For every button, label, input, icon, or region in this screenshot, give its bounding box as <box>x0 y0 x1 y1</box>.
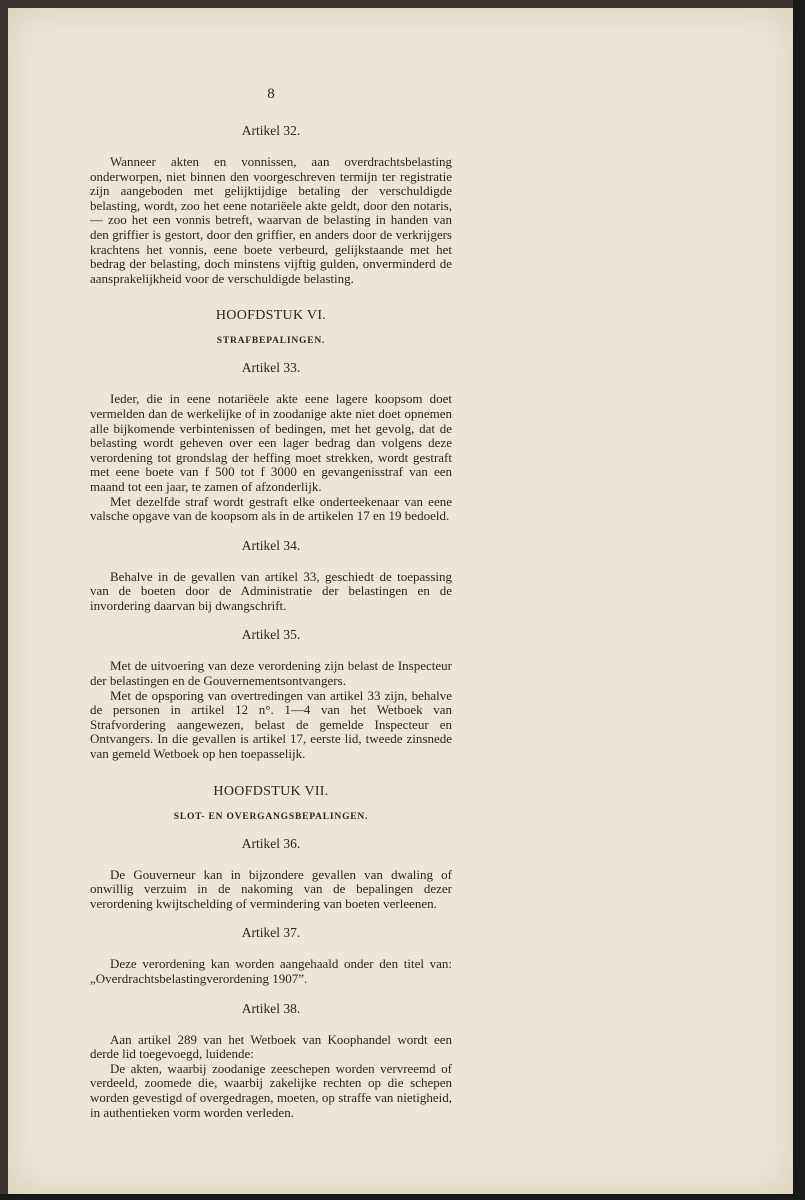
article-37-heading: Artikel 37. <box>241 925 301 941</box>
article-36-heading: Artikel 36. <box>241 835 301 851</box>
article-33-text-2: Met dezelfde straf wordt gestraft elke onderteekenaar van eene valsche opgave van de koopsom als in de artikelen 17 en 19 bedoeld. <box>90 493 452 524</box>
article-33-text-1: Ieder, die in eene notariëele akte eene lagere koopsom doet vermelden dan de werkelijke of in zoodanige akte niet doet opnemen alle bijkomende verbintenissen of bedingen, met het gevolg, dat de belasting wordt geheven over een lager bedrag dan volgens deze verordening tot grondslag der heffing moet strekken, wordt gestraft met eene boete van f 500 tot f 3000 en gevangenisstraf van een maand tot een jaar, te zamen of afzonderlijk. <box>90 391 452 494</box>
article-35-text-1: Met de uitvoering van deze verordening zijn belast de Inspecteur der belastingen en de Gouvernementsontvangers. <box>90 658 452 689</box>
article-37-text: Deze verordening kan worden aangehaald onder den titel van: „Overdrachtsbelastingverordening 1907”. <box>90 956 452 986</box>
article-32-text: Wanneer akten en vonnissen, aan overdrachtsbelasting onderworpen, niet binnen den voorgeschreven termijn ter registratie zijn aangeboden met gelijktijdige betaling der verschuldigde belasting, wordt, zoo het eene notariëele akte geldt, door den notaris, — zoo het een vonnis betreft, waarvan de belasting in handen van den griffier is gestort, door den griffier, en anders door de verkrijgers krachtens het vonnis, eene boete verbeurd, gelijkstaande met het bedrag der belasting, doch minstens vijftig gulden, onverminderd de aansprakelijkheid voor de verschuldigde belasting. <box>90 154 452 286</box>
article-38-heading: Artikel 38. <box>241 1000 301 1016</box>
article-33-heading: Artikel 33. <box>241 360 301 376</box>
article-35-heading: Artikel 35. <box>241 627 301 643</box>
article-32-heading: Artikel 32. <box>241 123 301 138</box>
page-content <box>90 86 452 1120</box>
scan-edge-bottom <box>0 1194 805 1200</box>
article-38-text-2: De akten, waarbij zoodanige zeeschepen worden vervreemd of verdeeld, zoomede die, waarbij zakelijke rechten op die schepen worden gevestigd of overgedragen, moeten, op straffe van nietigheid, in authentieken vorm worden verleden. <box>90 1060 452 1120</box>
article-38-text-1: Aan artikel 289 van het Wetboek van Koophandel wordt een derde lid toegevoegd, luidende: <box>90 1031 452 1062</box>
page-number: 8 <box>267 86 275 102</box>
document-page <box>8 8 793 1194</box>
chapter-7-title: HOOFDSTUK VII. <box>213 783 329 799</box>
article-36-text: De Gouverneur kan in bijzondere gevallen van dwaling of onwillig verzuim in de nakoming van de bepalingen dezer verordening kwijtschelding of vermindering van boeten verleenen. <box>90 866 452 911</box>
chapter-6-subtitle: STRAFBEPALINGEN. <box>216 336 326 347</box>
chapter-7-subtitle: SLOT- EN OVERGANGSBEPALINGEN. <box>173 811 369 822</box>
chapter-6-title: HOOFDSTUK VI. <box>215 308 327 324</box>
article-34-text: Behalve in de gevallen van artikel 33, geschiedt de toepassing van de boeten door de Administratie der belastingen en de invordering daarvan bij dwangschrift. <box>90 568 452 613</box>
article-34-heading: Artikel 34. <box>241 537 301 553</box>
article-35-text-2: Met de opsporing van overtredingen van artikel 33 zijn, behalve de personen in artikel 12 n°. 1—4 van het Wetboek van Strafvordering aangewezen, belast de gemelde Inspecteur en Ontvangers. In die gevallen is artikel 17, eerste lid, tweede zinsnede van gemeld Wetboek op hen toepasselijk. <box>90 687 452 762</box>
scan-edge-right <box>793 0 805 1200</box>
